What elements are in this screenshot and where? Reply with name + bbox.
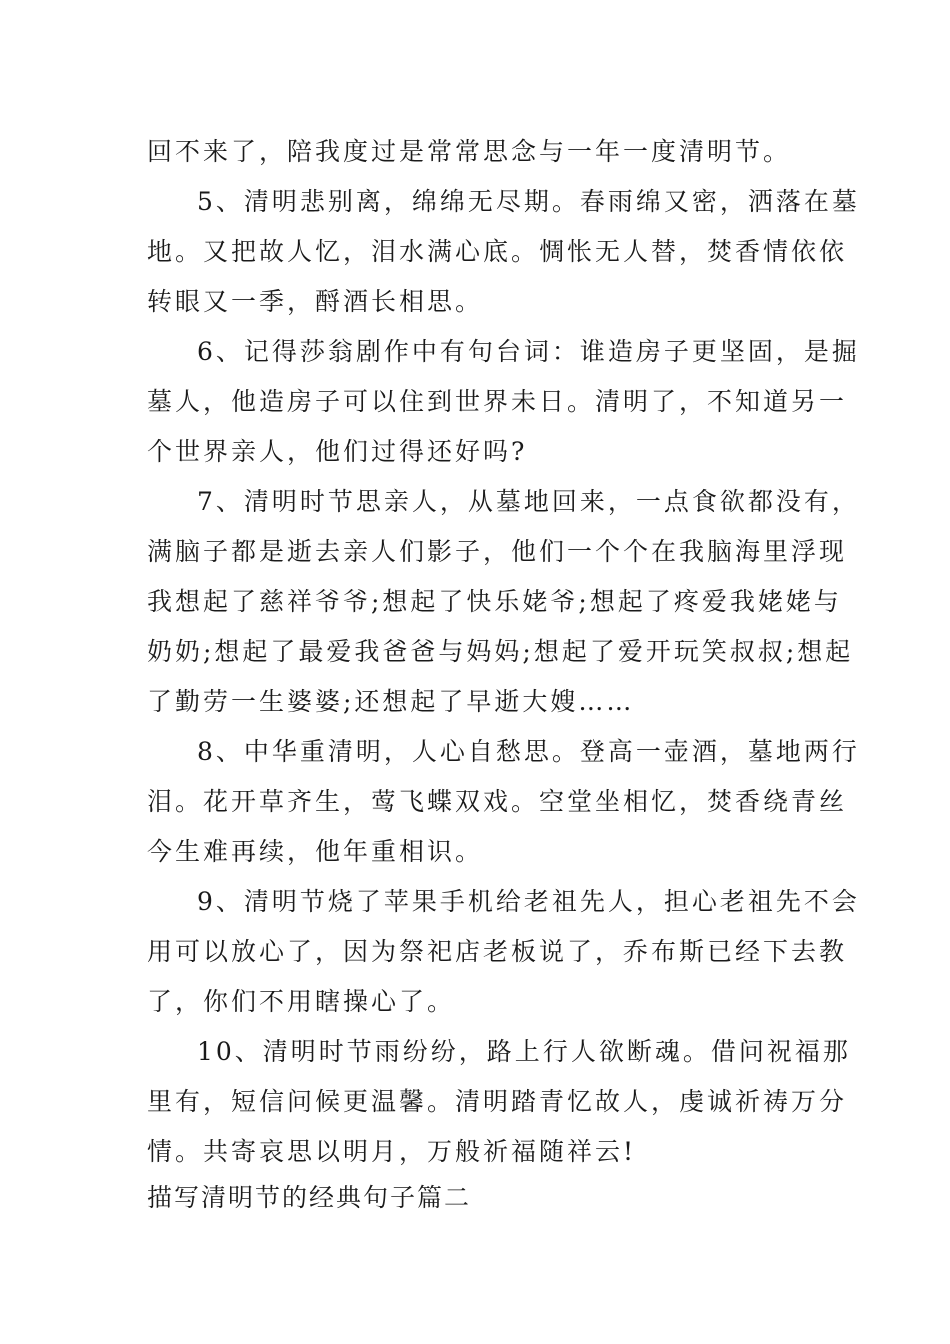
- text-line: 泪。花开草齐生，莺飞蝶双戏。空堂坐相忆，焚香绕青丝: [147, 787, 848, 816]
- text-line: 今生难再续，他年重相识。: [147, 837, 484, 866]
- text-line: 用可以放心了，因为祭祀店老板说了，乔布斯已经下去教: [147, 937, 848, 966]
- text-line: 个世界亲人，他们过得还好吗?: [147, 437, 528, 466]
- text-line: 地。又把故人忆，泪水满心底。惆怅无人替，焚香情依依: [147, 237, 848, 266]
- text-line: 我想起了慈祥爷爷;想起了快乐姥爷;想起了疼爱我姥姥与: [147, 587, 842, 616]
- text-line: 回不来了，陪我度过是常常思念与一年一度清明节。: [147, 137, 792, 166]
- text-line: 情。共寄哀思以明月，万般祈福随祥云!: [147, 1137, 637, 1166]
- section-heading: 描写清明节的经典句子篇二: [147, 1183, 472, 1212]
- text-line: 9、清明节烧了苹果手机给老祖先人，担心老祖先不会: [197, 887, 860, 916]
- text-line: 转眼又一季，酹酒长相思。: [147, 287, 484, 316]
- text-line: 8、中华重清明，人心自愁思。登高一壶酒，墓地两行: [197, 737, 860, 766]
- text-line: 奶奶;想起了最爱我爸爸与妈妈;想起了爱开玩笑叔叔;想起: [147, 637, 854, 666]
- text-line: 10、清明时节雨纷纷，路上行人欲断魂。借问祝福那: [197, 1037, 851, 1066]
- text-line: 里有，短信问候更温馨。清明踏青忆故人，虔诚祈祷万分: [147, 1087, 848, 1116]
- text-line: 满脑子都是逝去亲人们影子，他们一个个在我脑海里浮现: [147, 537, 848, 566]
- text-line: 墓人，他造房子可以住到世界未日。清明了，不知道另一: [147, 387, 848, 416]
- text-line: 了，你们不用瞎操心了。: [147, 987, 456, 1016]
- text-line: 5、清明悲别离，绵绵无尽期。春雨绵又密，洒落在墓: [197, 187, 860, 216]
- text-line: 6、记得莎翁剧作中有句台词：谁造房子更坚固，是掘: [197, 337, 860, 366]
- text-line: 了勤劳一生婆婆;还想起了早逝大嫂……: [147, 687, 635, 716]
- text-line: 7、清明时节思亲人，从墓地回来，一点食欲都没有，: [197, 487, 860, 516]
